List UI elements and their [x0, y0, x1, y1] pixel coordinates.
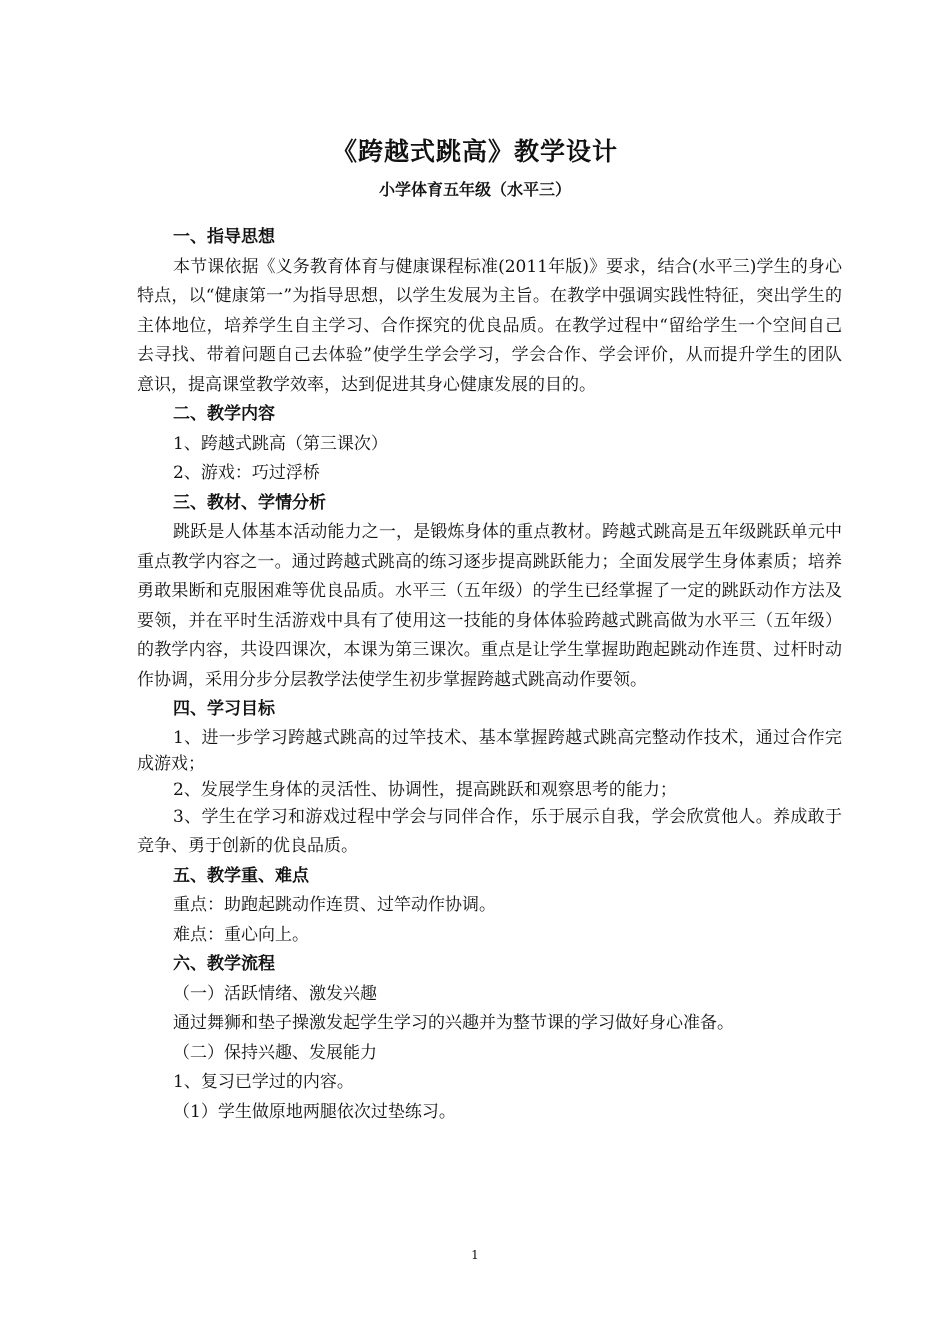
list-item: 3、学生在学习和游戏过程中学会与同伴合作，乐于展示自我，学会欣赏他人。养成敢于竞争、勇于创新的优良品质。	[137, 806, 842, 856]
list-item: 1、跨越式跳高（第三课次）	[173, 433, 388, 454]
document-subtitle: 小学体育五年级（水平三）	[378, 180, 571, 199]
section-heading-analysis: 三、教材、学情分析	[173, 492, 326, 513]
section-heading-guiding-ideology: 一、指导思想	[173, 227, 275, 247]
document-body	[137, 223, 842, 1127]
paragraph: 通过舞狮和垫子操激发起学生学习的兴趣并为整节课的学习做好身心准备。	[173, 1013, 734, 1033]
subheading: （一）活跃情绪、激发兴趣	[173, 983, 377, 1004]
section-heading-teaching-process: 六、教学流程	[173, 954, 275, 974]
section-heading-key-points: 五、教学重、难点	[173, 865, 309, 886]
paragraph-analysis: 跳跃是人体基本活动能力之一，是锻炼身体的重点教材。跨越式跳高是五年级跳跃单元中重点教学内容之一。通过跨越式跳高的练习逐步提高跳跃能力；全面发展学生身体素质；培养勇敢果断和克服困难等优良品质。水平三（五年级）的学生已经掌握了一定的跳跃动作方法及要领，并在平时生活游戏中具有了使用这一技能的身体体验跨越式跳高做为水平三（五年级）的教学内容，共设四课次，本课为第三课次。重点是让学生掌握助跑起跳动作连贯、过杆时动作协调，采用分步分层教学法使学生初步掌握跨越式跳高动作要领。	[137, 522, 842, 690]
list-item: （1）学生做原地两腿依次过垫练习。	[173, 1101, 456, 1122]
subheading: （二）保持兴趣、发展能力	[173, 1042, 377, 1063]
list-item: 2、发展学生身体的灵活性、协调性，提高跳跃和观察思考的能力；	[173, 779, 677, 800]
section-heading-learning-goals: 四、学习目标	[173, 699, 275, 719]
list-item: 难点：重心向上。	[173, 924, 309, 945]
list-item: 重点：助跑起跳动作连贯、过竿动作协调。	[173, 895, 496, 915]
paragraph-guiding-ideology: 本节课依据《义务教育体育与健康课程标准(2011年版)》要求，结合(水平三)学生的身心特点，以“健康第一”为指导思想，以学生发展为主旨。在教学中强调实践性特征，突出学生的主体地位，培养学生自主学习、合作探究的优良品质。在教学过程中“留给学生一个空间自己去寻找、带着问题自己去体验”使学生学会学习，学会合作、学会评价，从而提升学生的团队意识，提高课堂教学效率，达到促进其身心健康发展的目的。	[137, 256, 842, 395]
section-heading-teaching-content: 二、教学内容	[173, 404, 275, 424]
document-title: 《跨越式跳高》教学设计	[331, 137, 618, 166]
list-item: 1、复习已学过的内容。	[173, 1072, 354, 1092]
page-number: 1	[471, 1248, 479, 1262]
list-item: 1、进一步学习跨越式跳高的过竿技术、基本掌握跨越式跳高完整动作技术，通过合作完成游戏；	[137, 727, 842, 774]
list-item: 2、游戏：巧过浮桥	[173, 463, 320, 483]
